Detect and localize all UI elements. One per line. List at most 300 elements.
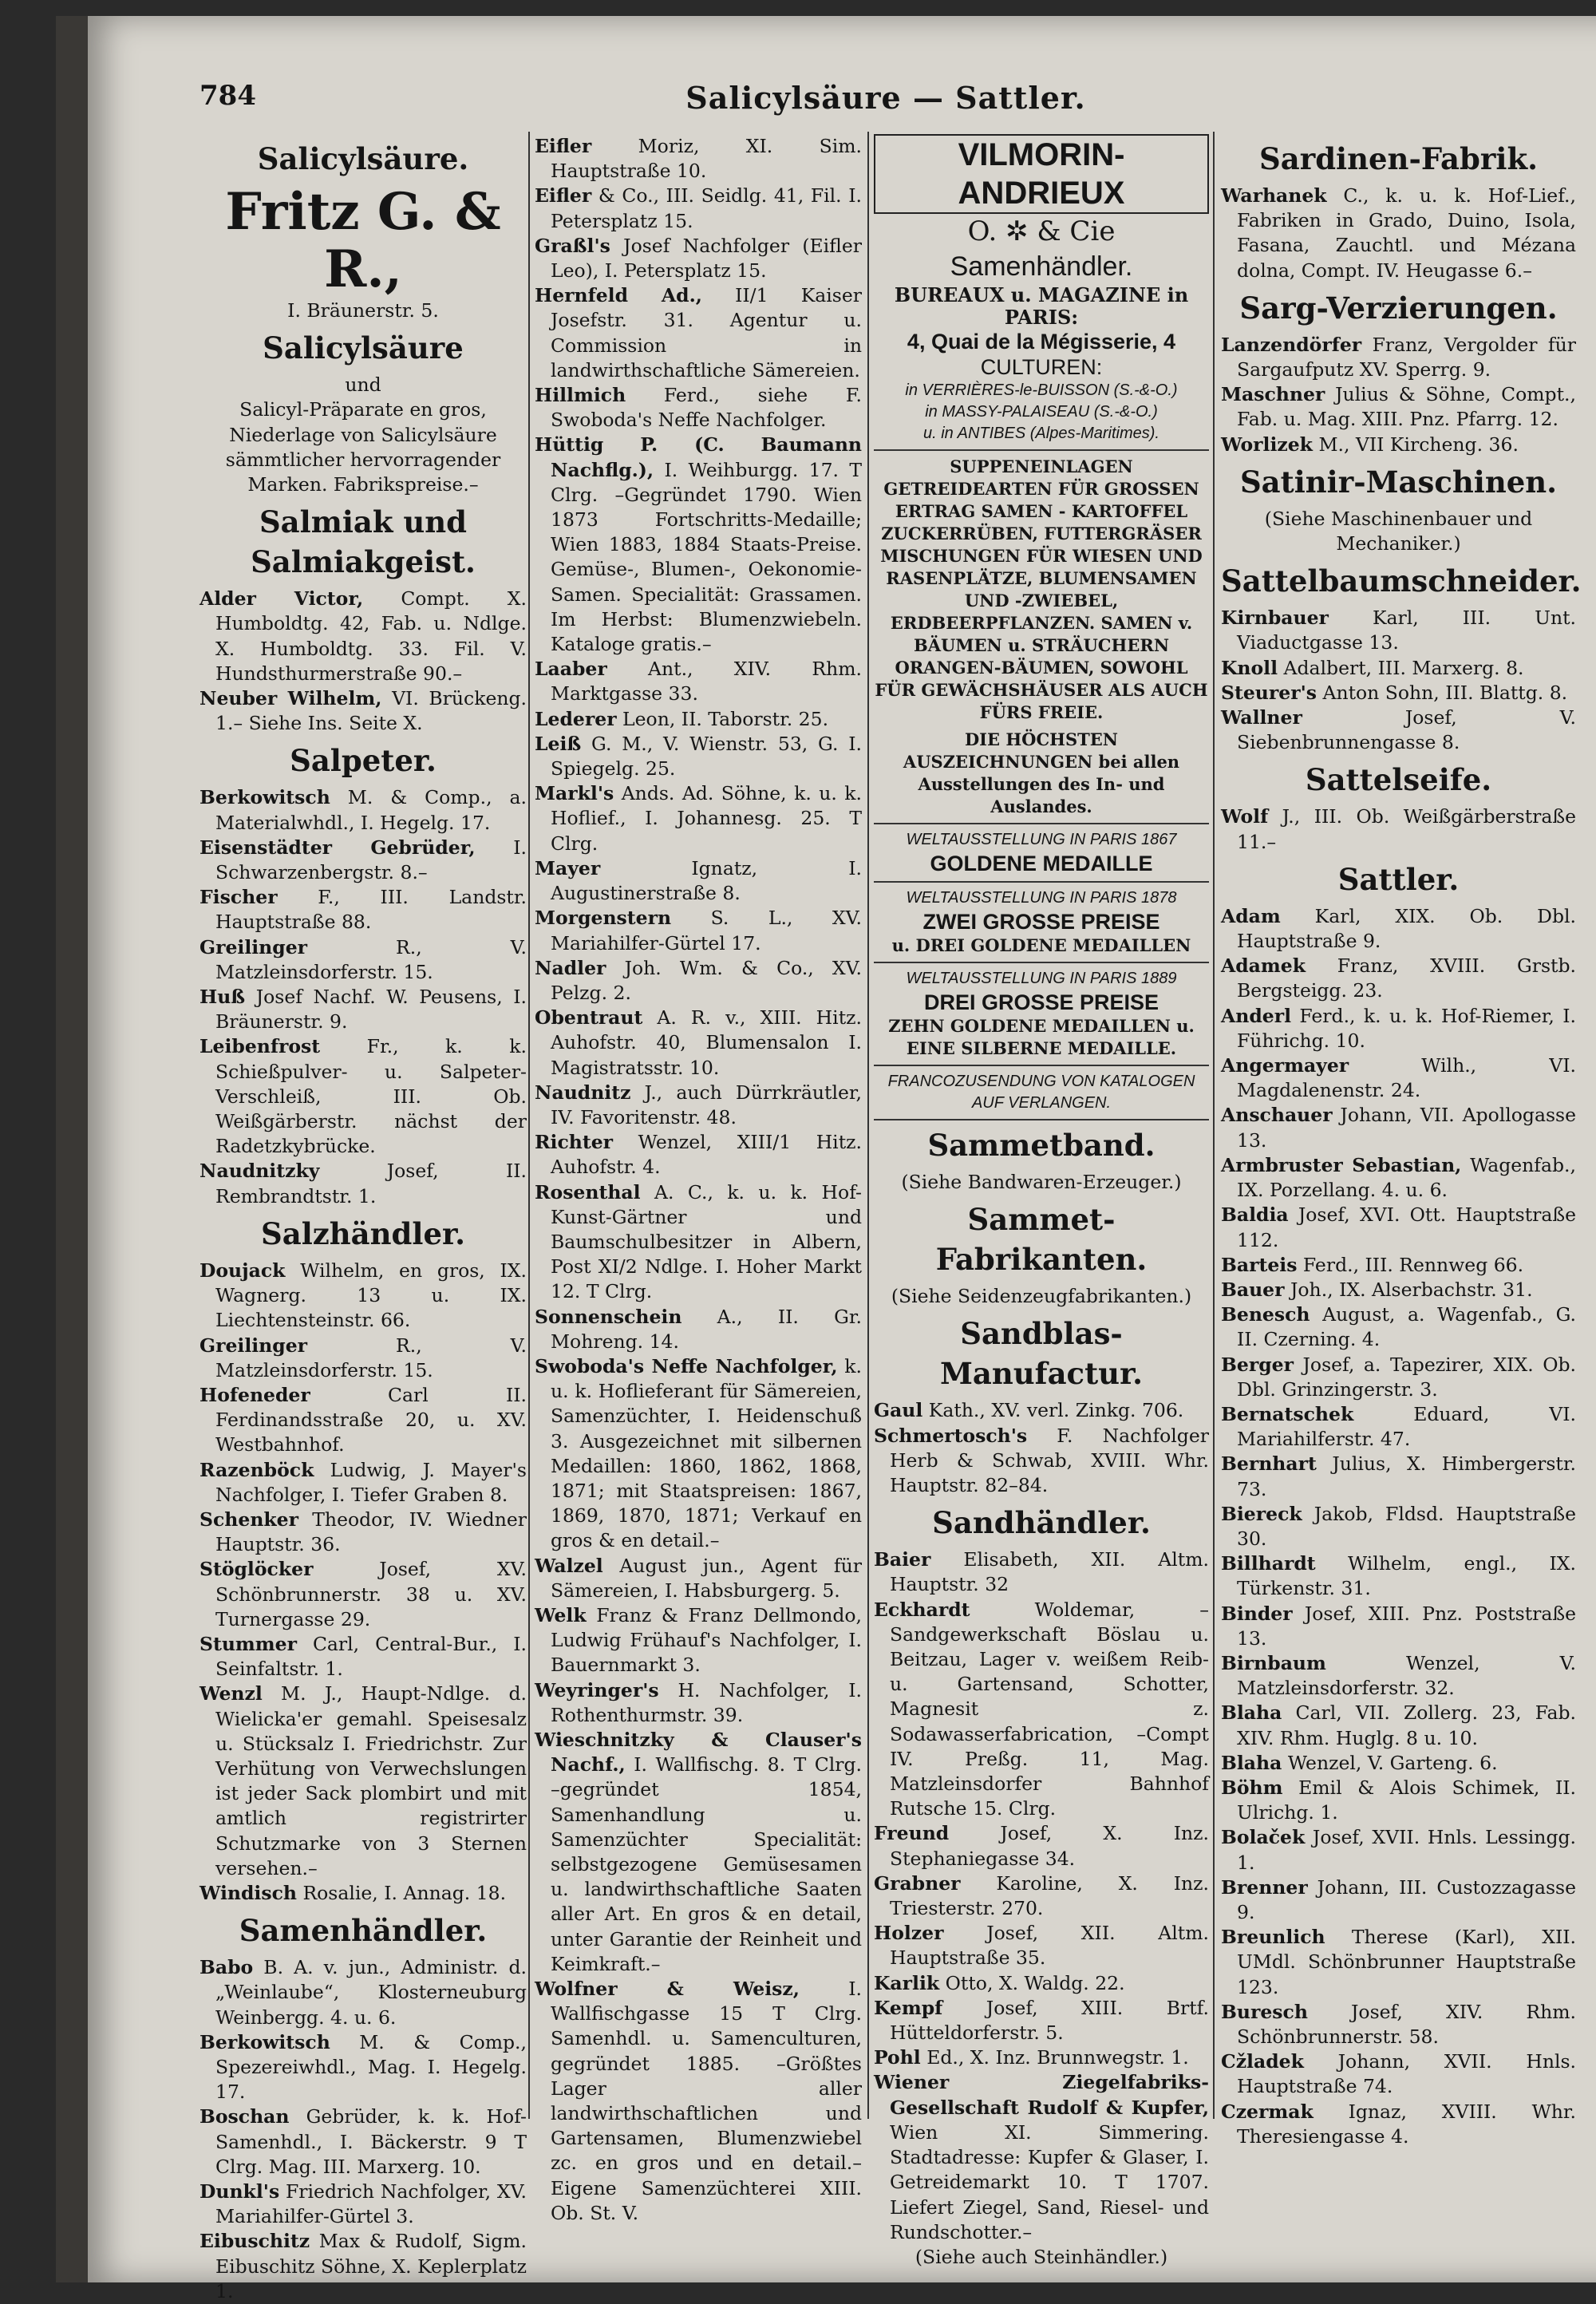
directory-entry [874, 1821, 1209, 1871]
directory-entry [535, 1354, 862, 1554]
entry-details: Otto, X. Waldg. 22. [939, 1971, 1125, 1994]
section-heading: Sattelseife. [1305, 762, 1492, 798]
ad-exhibition-1889: WELTAUSSTELLUNG IN PARIS 1889 [906, 970, 1177, 987]
note-text: und [345, 373, 381, 397]
entry-name: Mayer [535, 856, 601, 879]
entry-name: Biereck [1221, 1502, 1302, 1525]
directory-entry [535, 184, 862, 233]
column-divider [528, 132, 530, 2119]
entry-name: Birnbaum [1221, 1651, 1326, 1674]
entry-details: Josef, XIV. Rhm. Schönbrunnerstr. 58. [1237, 2000, 1576, 2048]
directory-entry [1221, 1452, 1576, 1501]
ad-cultures: CULTUREN: [980, 355, 1103, 379]
entry-details: Ignaz, XVIII. Whr. Theresiengasse 4. [1237, 2100, 1576, 2148]
entry-name: Eifler [535, 135, 592, 157]
entry-name: Richter [535, 1131, 614, 1154]
directory-entry [535, 433, 862, 657]
section-heading: Sarg-Verzierungen. [1239, 290, 1558, 326]
directory-entry [874, 1921, 1209, 1970]
ad-exhibition-1867: WELTAUSSTELLUNG IN PARIS 1867 [906, 831, 1177, 848]
entry-name: Adam [1221, 904, 1281, 927]
column-divider [867, 132, 869, 2119]
directory-entry [200, 1881, 527, 1906]
entry-details: VI. Brückeng. 1.– Siehe Ins. Seite X. [215, 687, 527, 735]
entry-name: Walzel [535, 1554, 603, 1577]
directory-entry [1221, 904, 1576, 954]
entry-details: Wilhelm, en gros, IX. Wagnerg. 13 u. IX. Liechtensteinstr. 66. [215, 1259, 527, 1332]
directory-entry [200, 1383, 527, 1458]
entry-details: Wenzel, V. Matzleinsdorferstr. 32. [1237, 1651, 1576, 1700]
entry-name: Hofeneder [200, 1383, 310, 1406]
directory-entry [874, 2070, 1209, 2244]
entry-name: Schenker [200, 1508, 299, 1531]
entry-name: Eibuschitz [200, 2230, 310, 2253]
ad-awards: DIE HÖCHSTEN AUSZEICHNUNGEN bei allen Ausstellungen des In- und Auslandes. [903, 729, 1180, 816]
column-divider [1213, 132, 1215, 2119]
entry-name: Alder Victor, [200, 587, 364, 611]
section-heading: Salmiak und Salmiakgeist. [251, 504, 476, 580]
entry-name: Worlizek [1221, 433, 1313, 456]
entry-name: Welk [535, 1603, 587, 1626]
entry-name: Binder [1221, 1602, 1293, 1625]
ad-medal-1867: GOLDENE MEDAILLE [930, 852, 1153, 875]
directory-entry [1221, 1751, 1576, 1776]
entry-name: Eckhardt [874, 1598, 970, 1621]
entry-name: Obentraut [535, 1006, 643, 1029]
entry-name: Schmertosch's [874, 1424, 1028, 1447]
entry-details: I. Schwarzenbergstr. 8.– [215, 836, 527, 884]
directory-entry [200, 1557, 527, 1632]
directory-entry [200, 686, 527, 736]
entry-details: Theodor, IV. Wiedner Hauptstr. 36. [215, 1508, 527, 1556]
directory-entry [874, 1547, 1209, 1597]
vilmorin-advertisement [874, 134, 1209, 1120]
entry-details: k. u. k. Hoflieferant für Sämereien, Samenzüchter, I. Heidenschuß 3. Ausgezeichnet mit silbernen Medaillen: 1860, 1862, 1868, 1871; mit Staatspreisen: 1867, 1869, 1870, 1871; Verkauf en gros & en detail.– [551, 1354, 862, 1552]
entry-name: Karlik [874, 1971, 940, 1994]
entry-details: Josef Nachfolger (Eifler Leo), I. Petersplatz 15. [551, 234, 862, 283]
entry-details: Friedrich Nachfolger, XV. Mariahilfer-Gürtel 3. [215, 2180, 527, 2228]
directory-entry [200, 1458, 527, 1508]
entry-name: Naudnitz [535, 1081, 631, 1104]
ad-medal-1889: ZEHN GOLDENE MEDAILLEN u. EINE SILBERNE MEDAILLE. [888, 1016, 1195, 1058]
entry-details: II/1 Kaiser Josefstr. 31. Agentur u. Commission in landwirthschaftliche Sämereien. [551, 284, 862, 381]
firm-banner: Fritz G. & R., [225, 182, 501, 299]
entry-details: Ferd., siehe F. Swoboda's Neffe Nachfolger. [551, 384, 862, 432]
entry-details: Wagenfab., IX. Porzellang. 4. u. 6. [1237, 1153, 1576, 1202]
directory-entry [1221, 1278, 1576, 1302]
directory-entry [1221, 1551, 1576, 1601]
directory-entry [874, 1996, 1209, 2045]
entry-details: Wilhelm, engl., IX. Türkenstr. 31. [1237, 1552, 1576, 1600]
entry-details: Josef, X. Inz. Stephaniegasse 34. [890, 1822, 1209, 1870]
note-text: (Siehe auch Steinhändler.) [915, 2245, 1168, 2268]
entry-details: Karl, XIX. Ob. Dbl. Hauptstraße 9. [1237, 904, 1576, 953]
directory-entry [200, 1334, 527, 1383]
directory-entry [200, 985, 527, 1034]
directory-entry [200, 2229, 527, 2304]
entry-name: Wiener Ziegelfabriks-Gesellschaft Rudolf & Kupfer, [874, 2071, 1209, 2119]
page-title: Salicylsäure — Sattler. [685, 80, 1086, 116]
entry-name: Czermak [1221, 2100, 1314, 2123]
entry-name: Eisenstädter Gebrüder, [200, 836, 476, 859]
entry-details: Josef, XII. Altm. Hauptstraße 35. [890, 1922, 1209, 1970]
column-3-entries [874, 1125, 1209, 2270]
entry-details: Adalbert, III. Marxerg. 8. [1278, 656, 1524, 679]
entry-name: Dunkl's [200, 2180, 280, 2203]
directory-entry [535, 234, 862, 283]
entry-details: Joh., IX. Alserbachstr. 31. [1284, 1278, 1533, 1301]
entry-details: Max & Rudolf, Sigm. Eibuschitz Söhne, X. Keplerplatz 1. [215, 2230, 527, 2302]
entry-details: Elisabeth, XII. Altm. Hauptstr. 32 [890, 1548, 1209, 1596]
entry-details: Franz, XVIII. Grstb. Bergsteigg. 23. [1237, 954, 1576, 1002]
entry-name: Morgenstern [535, 907, 672, 930]
directory-entry [1221, 1402, 1576, 1452]
directory-entry [535, 707, 862, 732]
directory-entry [200, 1682, 527, 1881]
directory-entry [874, 1871, 1209, 1921]
entry-details: S. L., XV. Mariahilfer-Gürtel 17. [551, 907, 862, 954]
directory-entry [1221, 1253, 1576, 1278]
entry-name: Graßl's [535, 234, 610, 257]
entry-details: G. M., V. Wienstr. 53, G. I. Spiegelg. 25. [551, 732, 862, 781]
directory-entry [1221, 1602, 1576, 1651]
entry-name: Barteis [1221, 1253, 1298, 1276]
directory-entry [200, 587, 527, 686]
directory-entry [1221, 1502, 1576, 1551]
entry-name: Rosenthal [535, 1180, 641, 1203]
entry-details: August jun., Agent für Sämereien, I. Habsburgerg. 5. [551, 1554, 862, 1602]
entry-name: Markl's [535, 782, 614, 805]
entry-details: Wien XI. Simmering. Stadtadresse: Kupfer & Glaser, I. Getreidemarkt 10. T 1707. Liefert Ziegel, Sand, Riesel- und Rundschotter.– [890, 2120, 1209, 2243]
entry-details: Karoline, X. Inz. Triesterstr. 270. [890, 1871, 1209, 1920]
entry-details: R., V. Matzleinsdorferstr. 15. [215, 935, 527, 983]
section-heading: Sandblas-Manufactur. [939, 1316, 1144, 1392]
entry-details: Julius & Söhne, Compt., Fab. u. Mag. XIII. Pnz. Pfarrg. 12. [1237, 383, 1576, 431]
entry-details: M. & Comp., a. Materialwhdl., I. Hegelg. 17. [215, 786, 527, 834]
section-heading: Sammet-Fabrikanten. [935, 1202, 1148, 1278]
entry-name: Nadler [535, 956, 606, 979]
entry-name: Razenböck [200, 1458, 314, 1481]
entry-details: A., II. Gr. Mohreng. 14. [551, 1305, 862, 1353]
entry-name: Neuber Wilhelm, [200, 687, 382, 710]
directory-entry [1221, 681, 1576, 705]
entry-name: Baier [874, 1548, 931, 1571]
directory-entry [535, 1678, 862, 1728]
column-2 [535, 134, 862, 2226]
directory-entry [535, 856, 862, 906]
entry-name: Adamek [1221, 954, 1306, 978]
entry-name: Hernfeld Ad., [535, 284, 702, 307]
entry-name: Anschauer [1221, 1104, 1333, 1127]
section-heading: Satinir-Maschinen. [1239, 464, 1558, 500]
entry-name: Kirnbauer [1221, 607, 1329, 630]
directory-entry [535, 383, 862, 433]
entry-name: Wieschnitzky & Clauser's Nachf., [535, 1729, 862, 1776]
directory-entry [1221, 804, 1576, 854]
note-text: I. Bräunerstr. 5. [287, 299, 439, 322]
entry-name: Boschan [200, 2105, 290, 2128]
entry-details: Josef, XVII. Hnls. Lessingg. 1. [1237, 1826, 1576, 1874]
entry-details: Anton Sohn, III. Blattg. 8. [1317, 681, 1568, 704]
section-heading: Samenhändler. [239, 1913, 488, 1949]
entry-name: Bernatschek [1221, 1402, 1354, 1425]
directory-entry [200, 935, 527, 985]
entry-details: Wenzel, XIII/1 Hitz. Auhofstr. 4. [551, 1131, 862, 1179]
entry-name: Hillmich [535, 384, 626, 407]
entry-details: Wilh., VI. Magdalenenstr. 24. [1237, 1054, 1576, 1102]
directory-entry [1221, 382, 1576, 432]
entry-name: Berger [1221, 1353, 1294, 1376]
entry-details: I. Wallfischg. 8. T Clrg. –gegründet 1854, Samenhandlung u. Samenzüchter Specialität: selbstgezogene Gemüsesamen u. landwirthschaftliche Saaten aller Art. En gros & en detail, unter Garantie der Reinheit und Keimkraft.– [551, 1753, 862, 1975]
directory-entry [200, 836, 527, 885]
ad-culture-2: in MASSY-PALAISEAU (S.-&-O.) [925, 403, 1158, 421]
entry-details: F., III. Landstr. Hauptstraße 88. [215, 886, 527, 934]
entry-name: Brenner [1221, 1875, 1308, 1899]
entry-name: Laaber [535, 658, 607, 681]
directory-entry [1221, 705, 1576, 755]
entry-name: Wallner [1221, 706, 1302, 729]
entry-name: Breunlich [1221, 1926, 1325, 1949]
page-number: 784 [200, 80, 256, 112]
entry-details: Ludwig, J. Mayer's Nachfolger, I. Tiefer Graben 8. [215, 1458, 527, 1506]
entry-details: Compt. X. Humboldtg. 42, Fab. u. Ndlge. X. Humboldtg. 33. Fil. V. Hundsthurmerstraße 90.– [215, 587, 527, 685]
entry-name: Kempf [874, 1996, 943, 2019]
entry-details: Josef, XIII. Brtf. Hütteldorferstr. 5. [890, 1996, 1209, 2045]
directory-entry [200, 1508, 527, 1557]
entry-name: Wolfner & Weisz, [535, 1978, 800, 2001]
entry-name: Baldia [1221, 1203, 1289, 1227]
entry-details: C., k. u. k. Hof-Lief., Fabriken in Grado, Duino, Isola, Fasana, Zauchtl. und Mézana dolna, Compt. IV. Heugasse 6.– [1237, 184, 1576, 282]
entry-details: Rosalie, I. Annag. 18. [296, 1881, 507, 1904]
directory-entry [1221, 1651, 1576, 1701]
entry-name: Stöglöcker [200, 1558, 314, 1581]
entry-details: H. Nachfolger, I. Rothenthurmstr. 39. [551, 1678, 862, 1726]
entry-details: Eduard, VI. Mariahilferstr. 47. [1237, 1402, 1576, 1451]
directory-entry [535, 1603, 862, 1678]
ad-address: 4, Quai de la Mégisserie, 4 [907, 330, 1176, 354]
directory-entry [1221, 1203, 1576, 1252]
ad-catalog-note: FRANCOZUSENDUNG VON KATALOGEN AUF VERLANGEN. [887, 1073, 1195, 1112]
directory-entry [200, 1034, 527, 1159]
entry-name: Grabner [874, 1871, 961, 1895]
entry-details: R., V. Matzleinsdorferstr. 15. [215, 1334, 527, 1381]
entry-details: Carl, VII. Zollerg. 23, Fab. XIV. Rhm. Huglg. 8 u. 10. [1237, 1701, 1576, 1749]
directory-entry [874, 2045, 1209, 2070]
entry-name: Doujack [200, 1259, 286, 1282]
note-text: Salicyl-Präparate en gros, Niederlage von Salicylsäure sämmtlicher hervorragender Marken. Fabrikspreise.– [225, 398, 501, 496]
directory-entry [200, 1259, 527, 1334]
entry-name: Stummer [200, 1632, 297, 1655]
entry-name: Naudnitzky [200, 1160, 320, 1183]
entry-details: Josef Nachf. W. Peusens, I. Bräunerstr. 9. [215, 986, 527, 1033]
entry-details: Ed., X. Inz. Brunnwegstr. 1. [920, 2046, 1189, 2069]
directory-entry [1221, 1701, 1576, 1750]
ad-prize-1889: DREI GROSSE PREISE [923, 990, 1159, 1014]
entry-details: Josef, XV. Schönbrunnerstr. 38 u. XV. Turnergasse 29. [215, 1558, 527, 1630]
directory-entry [1221, 1825, 1576, 1875]
entry-details: Joh. Wm. & Co., XV. Pelzg. 2. [551, 956, 862, 1004]
directory-entry [535, 1305, 862, 1354]
ad-exhibition-1878: WELTAUSSTELLUNG IN PARIS 1878 [906, 889, 1177, 907]
entry-details: Franz & Franz Dellmondo, Ludwig Frühauf's Nachfolger, I. Bauernmarkt 3. [551, 1603, 862, 1677]
ad-firm-suffix: O. ✲ & Cie [967, 215, 1116, 247]
directory-entry [535, 1130, 862, 1180]
section-heading: Sattelbaumschneider. [1221, 563, 1582, 599]
entry-name: Blaha [1221, 1751, 1282, 1774]
entry-name: Sonnenschein [535, 1305, 682, 1328]
ad-trade: Samenhändler. [950, 251, 1133, 282]
entry-details: Ferd., III. Rennweg 66. [1297, 1253, 1524, 1276]
directory-entry [1221, 2100, 1576, 2149]
directory-entry [1221, 1053, 1576, 1103]
directory-entry [200, 885, 527, 935]
entry-details: I. Wallfischgasse 15 T Clrg. Samenhdl. u. Samenculturen, gegründet 1885. –Größtes Lager aller landwirthschaftlichen und Gartensamen, Blumenzwiebel zc. en gros und en detail.– Eigene Samenzüchterei XIII. Ob. St. V. [551, 1978, 862, 2224]
entry-name: Armbruster Sebastian, [1221, 1153, 1462, 1176]
entry-name: Lanzendörfer [1221, 333, 1362, 356]
entry-details: F. Nachfolger Herb & Schwab, XVIII. Whr. Hauptstr. 82–84. [890, 1424, 1209, 1497]
note-text: (Siehe Maschinenbauer und Mechaniker.) [1264, 507, 1533, 555]
directory-entry [535, 732, 862, 781]
section-heading: Sardinen-Fabrik. [1259, 141, 1538, 176]
entry-details: Karl, III. Unt. Viaductgasse 13. [1237, 607, 1576, 654]
entry-details: Franz, Vergolder für Sargaufputz XV. Sperrg. 9. [1237, 333, 1576, 381]
directory-entry [874, 1598, 1209, 1822]
entry-name: Eifler [535, 184, 592, 207]
entry-name: Berkowitsch [200, 786, 330, 809]
entry-details: Julius, X. Himbergerstr. 73. [1237, 1452, 1576, 1500]
entry-name: Greilinger [200, 935, 308, 958]
directory-entry [1221, 954, 1576, 1003]
ad-bureaux: BUREAUX u. MAGAZINE in PARIS: [894, 283, 1189, 329]
section-heading: Salzhändler. [261, 1215, 465, 1251]
entry-details: August, a. Wagenfab., G. II. Czerning. 4. [1237, 1303, 1576, 1351]
entry-details: Moriz, XI. Sim. Hauptstraße 10. [551, 135, 862, 183]
directory-entry [1221, 1353, 1576, 1402]
directory-entry [874, 1424, 1209, 1499]
entry-name: Freund [874, 1822, 950, 1845]
section-heading: Sammetband. [927, 1128, 1156, 1163]
directory-entry [1221, 1004, 1576, 1053]
entry-details: Josef, XVI. Ott. Hauptstraße 112. [1237, 1203, 1576, 1251]
directory-entry [200, 1632, 527, 1682]
entry-details: Josef, V. Siebenbrunnengasse 8. [1237, 706, 1576, 754]
entry-details: Ands. Ad. Söhne, k. u. k. Hoflief., I. Johannesg. 25. T Clrg. [551, 782, 862, 855]
directory-entry [1221, 2000, 1576, 2049]
ad-medal-1878: u. DREI GOLDENE MEDAILLEN [891, 935, 1191, 955]
entry-name: Swoboda's Neffe Nachfolger, [535, 1354, 838, 1377]
entry-details: Emil & Alois Schimek, II. Ulrichg. 1. [1237, 1776, 1576, 1824]
entry-name: Buresch [1221, 2000, 1308, 2023]
directory-entry [1221, 1103, 1576, 1152]
entry-details: A. R. v., XIII. Hitz. Auhofstr. 40, Blumensalon I. Magistratsstr. 10. [551, 1006, 862, 1079]
entry-details: Therese (Karl), XII. UMdl. Schönbrunner Hauptstraße 123. [1237, 1926, 1576, 1998]
entry-name: Knoll [1221, 656, 1278, 679]
ad-culture-3: u. in ANTIBES (Alpes-Maritimes). [923, 425, 1159, 442]
entry-name: Böhm [1221, 1776, 1283, 1799]
ad-prize-1878: ZWEI GROSSE PREISE [922, 910, 1160, 934]
entry-details: Johann, VII. Apollogasse 13. [1237, 1104, 1576, 1152]
entry-name: Bauer [1221, 1278, 1285, 1301]
entry-name: Gaul [874, 1399, 923, 1422]
entry-details: Johann, III. Custozzagasse 9. [1237, 1875, 1576, 1923]
section-heading: Sandhändler. [932, 1505, 1151, 1541]
directory-entry [1221, 333, 1576, 382]
entry-name: Hüttig P. (C. Baumann Nachflg.), [535, 433, 862, 481]
entry-details: M. J., Haupt-Ndlge. d. Wielicka'er gemahl. Speisesalz u. Stücksalz I. Friedrichstr. Zur Verhütung von Verwechslungen ist jeder Sack plombirt und mit amtlich registrirter Schutzmarke von 3 Sternen versehen.– [215, 1682, 527, 1879]
directory-entry [535, 906, 862, 955]
column-1 [200, 134, 527, 2304]
entry-details: I. Weihburgg. 17. T Clrg. –Gegründet 1790. Wien 1873 Fortschritts-Medaille; Wien 1883, 1884 Staats-Preise. Gemüse-, Blumen-, Oekonomie-Samen. Specialität: Grassamen. Im Herbst: Blumenzwiebeln. Kataloge gratis.– [551, 458, 862, 656]
entry-name: Greilinger [200, 1334, 308, 1357]
entry-name: Wolf [1221, 805, 1269, 828]
entry-details: Wenzel, V. Garteng. 6. [1282, 1751, 1498, 1774]
directory-entry [874, 1398, 1209, 1423]
entry-details: Fr., k. k. Schießpulver- u. Salpeter-Verschleiß, III. Ob. Weißgärberstr. nächst der Radetzkybrücke. [215, 1035, 527, 1158]
entry-name: Holzer [874, 1922, 944, 1945]
entry-details: M. & Comp., Spezereiwhdl., Mag. I. Hegelg. 17. [215, 2030, 527, 2104]
entry-details: Kath., XV. verl. Zinkg. 706. [922, 1399, 1184, 1422]
ad-culture-1: in VERRIÈRES-le-BUISSON (S.-&-O.) [905, 381, 1178, 399]
entry-name: Wenzl [200, 1682, 263, 1705]
entry-details: Ignatz, I. Augustinerstraße 8. [551, 856, 862, 905]
directory-entry [535, 1006, 862, 1081]
entry-name: Lederer [535, 707, 617, 730]
entry-name: Maschner [1221, 383, 1325, 406]
page-header [200, 80, 1572, 120]
entry-name: Billhardt [1221, 1552, 1316, 1575]
note-text: (Siehe Bandwaren-Erzeuger.) [901, 1171, 1182, 1193]
directory-entry [535, 134, 862, 184]
entry-name: Huß [200, 986, 246, 1009]
entry-name: Bernhart [1221, 1452, 1317, 1476]
entry-details: Jakob, Fldsd. Hauptstraße 30. [1237, 1502, 1576, 1550]
section-heading: Salicylsäure [263, 330, 464, 366]
entry-details: Carl, Central-Bur., I. Seinfaltstr. 1. [215, 1632, 527, 1681]
directory-entry [535, 1180, 862, 1305]
entry-details: A. C., k. u. k. Hof-Kunst-Gärtner und Baumschulbesitzer in Albern, Post XI/2 Ndlge. I. Hoher Markt 12. T Clrg. [551, 1180, 862, 1303]
entry-details: Josef, a. Tapezirer, XIX. Ob. Dbl. Grinzingerstr. 3. [1237, 1353, 1576, 1401]
directory-entry [535, 283, 862, 383]
entry-name: Babo [200, 1956, 254, 1979]
directory-entry [1221, 1153, 1576, 1203]
directory-entry [535, 1081, 862, 1130]
entry-name: Leiß [535, 732, 582, 755]
ad-products: SUPPENEINLAGEN GETREIDEARTEN FÜR GROSSEN ERTRAG SAMEN - KARTOFFEL ZUCKERRÜBEN, FUTTERGRÄSER MISCHUNGEN FÜR WIESEN UND RASENPLÄTZE, BLUMENSAMEN UND -ZWIEBEL, ERDBEERPFLANZEN. SAMEN v. BÄUMEN u. STRÄUCHERN ORANGEN-BÄUMEN, SOWOHL FÜR GEWÄCHSHÄUSER ALS AUCH FÜRS FREIE. [875, 456, 1208, 722]
directory-entry [200, 785, 527, 835]
entry-name: Angermayer [1221, 1054, 1349, 1077]
entry-name: Leibenfrost [200, 1035, 321, 1058]
note-text: (Siehe Seidenzeugfabrikanten.) [891, 1285, 1192, 1308]
section-heading: Salpeter. [290, 743, 437, 779]
directory-entry [200, 1159, 527, 1208]
directory-entry [874, 1971, 1209, 1996]
section-heading: Salicylsäure. [257, 141, 469, 176]
directory-entry [1221, 2049, 1576, 2099]
entry-details: M., VII Kircheng. 36. [1312, 433, 1519, 456]
directory-entry [1221, 184, 1576, 283]
directory-entry [200, 2030, 527, 2105]
entry-name: Blaha [1221, 1701, 1282, 1725]
entry-details: Carl II. Ferdinandsstraße 20, u. XV. Westbahnhof. [215, 1383, 527, 1456]
entry-details: Josef, XIII. Pnz. Poststraße 13. [1237, 1602, 1576, 1650]
entry-name: Steurer's [1221, 681, 1317, 704]
section-heading: Sattler. [1337, 861, 1460, 897]
directory-entry [535, 781, 862, 856]
entry-details: Johann, XVII. Hnls. Hauptstraße 74. [1237, 2050, 1576, 2098]
directory-entry [1221, 1776, 1576, 1825]
directory-entry [1221, 1302, 1576, 1352]
entry-name: Pohl [874, 2046, 921, 2069]
